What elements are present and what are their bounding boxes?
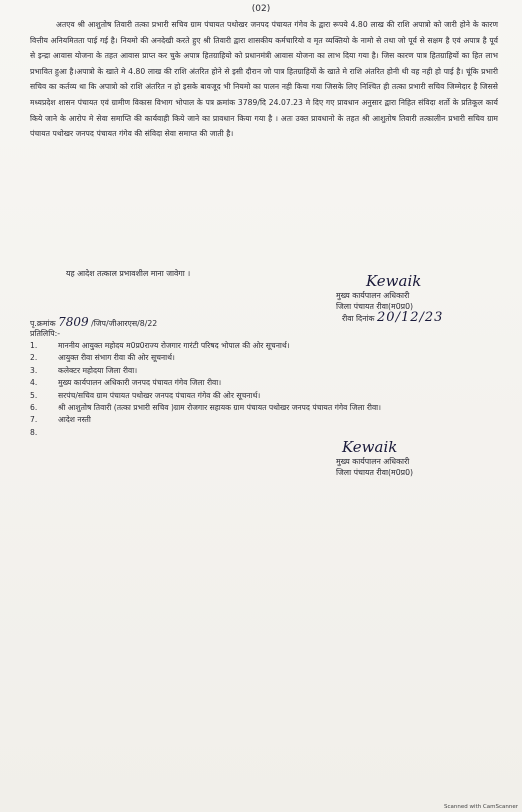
body-paragraph: अतएव श्री आशुतोष तिवारी तत्का प्रभारी सचिव ग्राम पंचायत पथोखर जनपद पंचायत गंगेव के द्वारा रूपये 4.80 लाख की राशि अपात्रो को जारी होने के कारण वित्तीय अनियमितता पाई गई है। नियमो की अनदेखी करते हुए श्री तिवारी द्वारा शासकीय कर्मचारियो व मृत व्यक्तियो के नामो से तथा जो पूर्व से सक्षम है एवं अपात्र है पूर्व से इन्द्रा आवास योजना के तहत आवास प्राप्त कर चुके अपात्र हितग्राहियो को प्रधानमंत्री आवास योजना का लाभ दिया गया है। जिस कारण पात्र हितग्राहियों का हित लाभ प्रभावित हुआ है।अपात्रो के खाते मे 4.80 लाख की राशि अंतरित होने से इसी दौरान जो पात्र हितग्राहियों के खाते मे राशि अंतरित होनी थी वह नही हो पाई है। चूंकि प्रभारी सचिव का कर्तव्य था कि अपात्रो को राशि अंतरित न हो इसके बावजूद भी नियमो का पालन नही किया गया जिसके लिए निश्चित ही तत्का प्रभारी सचिव जिम्मेदार है जिससे मध्यप्रदेश शासन पंचायत एवं ग्रामीण विकास विभाग भोपाल के पत्र क्रमांक 3789/दि 24.07.23 मे दिए गए प्रावधान अनुसार द्वारा निहित संविदा शर्तो के प्रतिकूल कार्य किये जाने के आरोप मे सेवा समाप्ति की कार्यवाही किये जाने का प्रावधान किया गया है । अतः उक्त प्रावधानो के तहत श्री आशुतोष तिवारी तत्कालीन प्रभारी सचिव ग्राम पंचायत पथोखर जनपद पंचायत गंगेव की संविदा सेवा समाप्त की जाती है। (30, 20, 498, 139)
signatory-title: मुख्य कार्यपालन अधिकारी (336, 457, 410, 466)
effect-statement: यह आदेश तत्काल प्रभावशील माना जावेगा । (66, 269, 191, 278)
signature-block-top (336, 272, 443, 324)
date-line (336, 312, 443, 324)
reference-number (30, 315, 157, 329)
reference-suffix: /जिप/जीआरएस/8/22 (91, 319, 158, 328)
list-item: 4. मुख्य कार्यपालन अधिकारी जनपद पंचायत गंगेव जिला रीवा। (30, 378, 222, 388)
copy-heading: प्रतिलिपि:- (30, 329, 61, 338)
reference-prefix: पृ.क्रमांक (30, 319, 56, 328)
list-item: 8. (30, 427, 38, 437)
distribution-list (30, 340, 500, 439)
signatory-office: जिला पंचायत रीवा(म0प्र0) (336, 468, 414, 477)
list-item: 2. आयुक्त रीवा संभाग रीवा की ओर सूचनार्थ। (30, 353, 175, 363)
handwritten-signature: Kewaik (366, 272, 422, 290)
date-label: रीवा दिनांक (342, 314, 375, 323)
page-number: (02) (251, 4, 271, 14)
list-item: 7. आदेश नस्ती (30, 415, 91, 425)
list-item: 1. माननीय आयुक्त महोदय म0प्र0राज्य रोजगार गारंटी परिषद भोपाल की ओर सूचनार्थ। (30, 341, 290, 350)
reference-number-handwritten: 7809 (58, 315, 89, 329)
list-item: 5. सरपंच/सचिव ग्राम पंचायत पथोखर जनपद पंचायत गंगेव की ओर सूचनार्थ। (30, 390, 261, 400)
list-item: 6. श्री आशुतोष तिवारी (तत्का प्रभारी सचिव )ग्राम रोजगार सहायक ग्राम पंचायत पथोखर जनपद पंचायत गंगेव जिला रीवा। (30, 403, 382, 413)
handwritten-date: 20/12/23 (377, 310, 444, 325)
list-item: 3. कलेक्टर महोदया जिला रीवा। (30, 365, 138, 375)
handwritten-signature: Kewaik (342, 438, 398, 456)
signatory-office: जिला पंचायत रीवा(म0प्र0) (336, 302, 414, 311)
signature-block-bottom (336, 438, 413, 478)
signatory-title: मुख्य कार्यपालन अधिकारी (336, 291, 410, 300)
scanner-watermark: Scanned with CamScanner (444, 804, 518, 810)
